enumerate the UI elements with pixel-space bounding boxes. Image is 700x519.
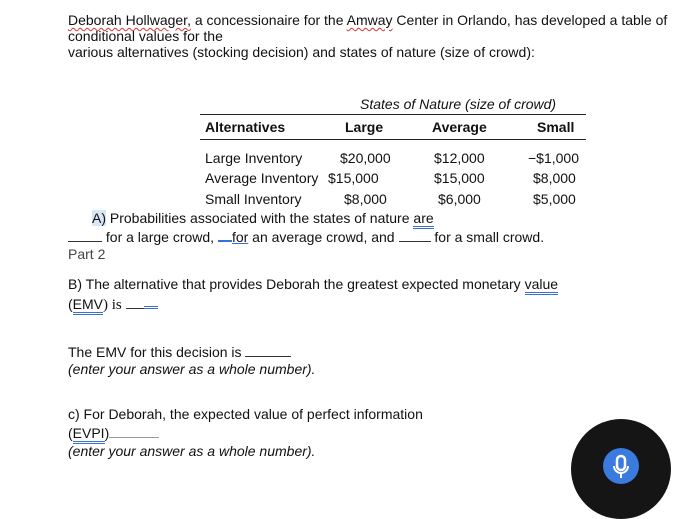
- evpi-close-paren: ): [104, 425, 110, 441]
- intro-line-2: conditional values for the: [68, 28, 223, 44]
- part-a-small-text: for a small crowd.: [430, 229, 545, 245]
- intro-brand: Amway: [346, 12, 393, 28]
- table-cell: $8,000: [533, 170, 576, 186]
- answer-blank-alternative[interactable]: [126, 296, 144, 309]
- alternative-dropdown[interactable]: [144, 294, 158, 309]
- table-cell: $8,000: [344, 191, 387, 207]
- part-a-label: A): [92, 210, 106, 226]
- part-2-label: Part 2: [68, 246, 106, 262]
- intro-text-a: a concessionaire for the: [190, 12, 347, 28]
- table-cell: $20,000: [340, 150, 391, 166]
- part-b-value: value: [525, 276, 558, 295]
- part-c-evpi: EVPI: [73, 425, 105, 444]
- part-b-text: B) The alternative that provides Deborah the greatest expected monetary: [68, 276, 525, 292]
- part-c-evpi-line: [68, 425, 159, 441]
- intro-line-3: various alternatives (stocking decision) and states of nature (size of crowd):: [68, 44, 535, 60]
- intro-text-b: Center in Orlando, has developed a table of: [392, 12, 668, 28]
- table-cell: $15,000: [434, 170, 485, 186]
- part-b-line-1: [68, 276, 558, 292]
- part-a-large-text: for a large crowd,: [102, 229, 218, 245]
- evpi-open-paren: (: [68, 425, 73, 441]
- table-row-label: Large Inventory: [205, 150, 303, 166]
- part-a-text: Probabilities associated with the states of nature: [106, 210, 414, 226]
- part-c-text: c) For Deborah, the expected value of perfect information: [68, 406, 423, 422]
- answer-blank-large[interactable]: [68, 229, 102, 242]
- part-a-are: are: [413, 210, 433, 229]
- answer-blank-average[interactable]: [218, 228, 232, 242]
- table-row-label: Small Inventory: [205, 191, 302, 207]
- part-b-is: ) is: [103, 297, 122, 313]
- table-row-label: Average Inventory: [205, 170, 319, 186]
- evpi-hint: (enter your answer as a whole number).: [68, 443, 316, 459]
- header-alternatives: Alternatives: [205, 119, 286, 135]
- intro-name: Deborah Hollwager,: [68, 12, 191, 28]
- header-large: Large: [345, 119, 384, 135]
- part-a-average-text: an average crowd, and: [248, 229, 399, 245]
- evpi-answer-input[interactable]: [109, 425, 159, 438]
- table-cell: $15,000: [328, 170, 379, 186]
- emv-hint: (enter your answer as a whole number).: [68, 361, 316, 377]
- answer-blank-small[interactable]: [399, 229, 431, 242]
- emv-question-text: The EMV for this decision is: [68, 344, 246, 360]
- emv-question: [68, 344, 291, 360]
- header-average: Average: [432, 119, 487, 135]
- table-cell: −$1,000: [528, 150, 579, 166]
- part-b-emv: EMV: [73, 296, 103, 315]
- table-cell: $5,000: [533, 191, 576, 207]
- table-header-rule: [200, 139, 586, 140]
- table-cell: $12,000: [434, 150, 485, 166]
- part-a-for: for: [231, 229, 249, 245]
- part-a-line-2: [68, 228, 544, 245]
- table-caption: States of Nature (size of crowd): [360, 96, 557, 112]
- emv-answer-input[interactable]: [245, 344, 291, 357]
- table-top-rule: [200, 114, 586, 115]
- intro-paragraph: [68, 12, 667, 60]
- table-cell: $6,000: [438, 191, 481, 207]
- part-b-line-2: (EMV) is: [68, 294, 158, 314]
- header-small: Small: [537, 119, 575, 135]
- part-a-line-1: [92, 210, 434, 226]
- microphone-icon[interactable]: [603, 448, 639, 484]
